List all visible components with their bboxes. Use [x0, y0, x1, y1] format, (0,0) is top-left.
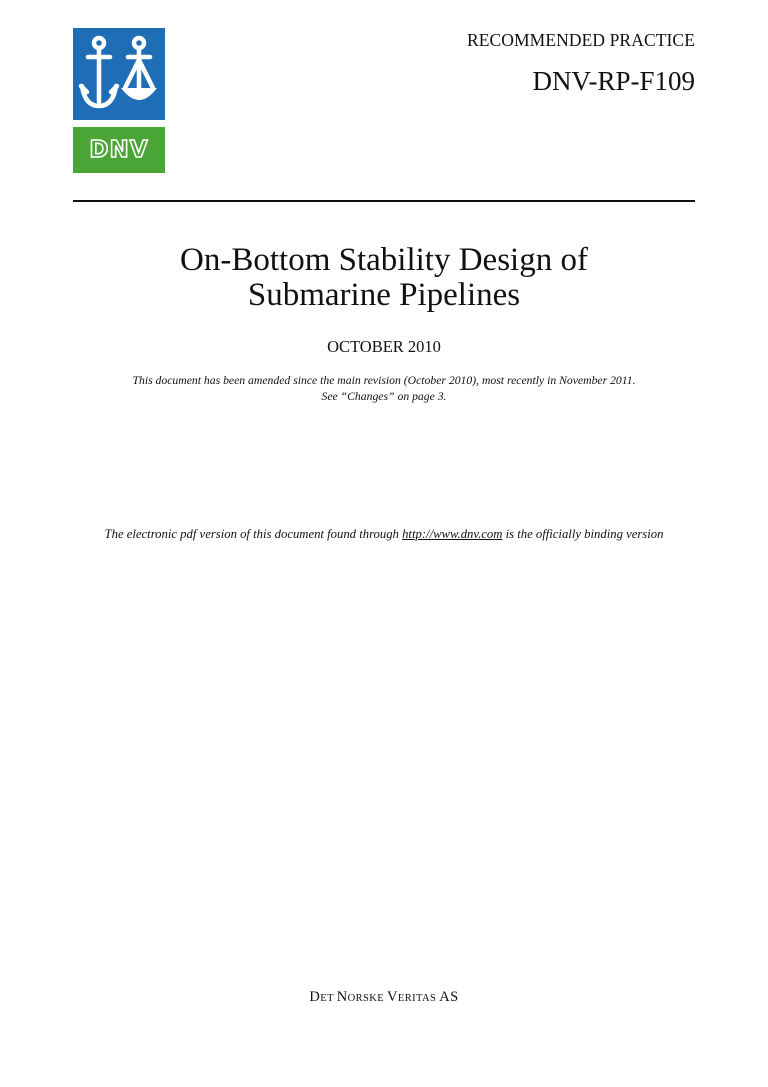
- dnv-wordmark-logo: [73, 127, 165, 173]
- dnv-wordmark-text: DNV: [89, 137, 149, 163]
- dnv-website-link[interactable]: http://www.dnv.com: [402, 527, 503, 541]
- footer-word-norske: NORSKE: [336, 989, 388, 1005]
- binding-version-note: [73, 527, 695, 542]
- binding-note-before: The electronic pdf version of this document found through: [104, 527, 403, 541]
- document-title: [0, 243, 768, 313]
- document-title-line2: Submarine Pipelines: [247, 277, 521, 313]
- document-type: RECOMMENDED PRACTICE: [466, 30, 695, 50]
- document-date: OCTOBER 2010: [327, 337, 441, 356]
- binding-note-after: is the officially binding version: [502, 527, 664, 541]
- header-divider: [73, 200, 695, 202]
- footer-word-veritas: VERITAS: [387, 989, 440, 1005]
- dnv-anchor-logo-icon: [73, 28, 165, 120]
- footer-word-det: DET: [309, 989, 337, 1005]
- publisher-footer: [0, 989, 768, 1006]
- document-code: DNV-RP-F109: [532, 66, 695, 96]
- amendment-note-line1: This document has been amended since the main revision (October 2010), most recently in November 2011.: [132, 374, 636, 387]
- amendment-note-line2: See “Changes” on page 3.: [321, 390, 447, 403]
- amendment-note: [0, 373, 768, 405]
- footer-word-as: AS: [439, 989, 459, 1005]
- document-title-line1: On-Bottom Stability Design of: [180, 242, 588, 278]
